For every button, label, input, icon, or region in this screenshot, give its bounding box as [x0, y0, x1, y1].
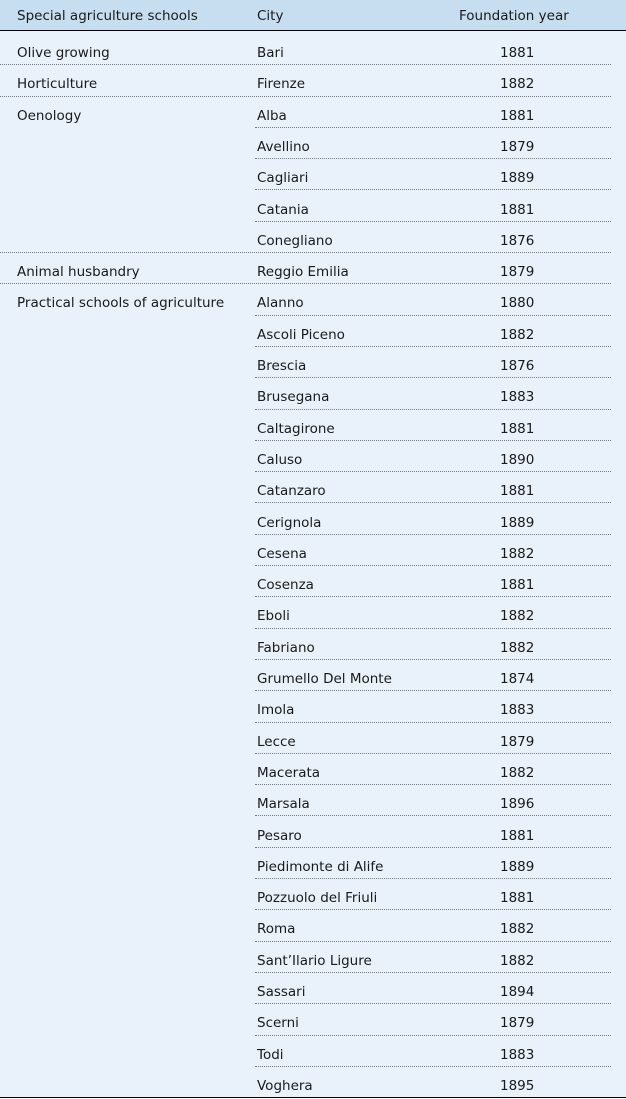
foundation-year-cell: 1879 — [500, 733, 535, 750]
city-cell: Grumello Del Monte — [257, 671, 392, 687]
city-cell: Alba — [257, 107, 287, 124]
table-row — [0, 910, 626, 941]
foundation-year-cell: 1880 — [500, 295, 535, 312]
city-cell: Scerni — [257, 1015, 299, 1032]
table-row — [0, 128, 626, 159]
city-cell: Firenze — [257, 76, 306, 93]
table-row — [0, 691, 626, 722]
city-cell: Cesena — [257, 545, 307, 562]
table-row — [0, 785, 626, 816]
foundation-year-cell: 1890 — [500, 451, 535, 468]
foundation-year-cell: 1889 — [500, 514, 535, 531]
city-cell: Conegliano — [257, 232, 333, 249]
table-row — [0, 1004, 626, 1035]
city-cell: Lecce — [257, 733, 296, 750]
city-cell: Pozzuolo del Friuli — [257, 890, 378, 907]
foundation-year-cell: 1881 — [500, 201, 535, 218]
school-type-cell: Animal husbandry — [17, 264, 140, 281]
city-cell: Brescia — [257, 358, 307, 374]
table-row — [0, 973, 626, 1004]
city-cell: Fabriano — [257, 639, 315, 656]
city-cell: Roma — [257, 921, 296, 938]
table-row — [0, 472, 626, 503]
city-cell: Reggio Emilia — [257, 264, 349, 281]
city-cell: Cosenza — [257, 577, 314, 594]
city-cell: Piedimonte di Alife — [257, 858, 384, 875]
header-city: City — [257, 8, 284, 24]
foundation-year-cell: 1882 — [500, 76, 535, 93]
foundation-year-cell: 1879 — [500, 138, 535, 155]
city-cell: Cagliari — [257, 170, 309, 187]
table-row — [0, 222, 626, 253]
city-cell: Caltagirone — [257, 420, 335, 437]
school-type-cell: Olive growing — [17, 45, 110, 61]
foundation-year-cell: 1895 — [500, 1077, 535, 1094]
foundation-year-cell: 1883 — [500, 389, 535, 406]
table-row — [0, 754, 626, 785]
table-row — [0, 159, 626, 190]
table-row — [0, 253, 626, 284]
table-row — [0, 817, 626, 848]
table-row — [0, 284, 626, 315]
city-cell: Macerata — [257, 764, 321, 781]
foundation-year-cell: 1882 — [500, 952, 535, 969]
table-row — [0, 942, 626, 973]
foundation-year-cell: 1896 — [500, 796, 535, 813]
foundation-year-cell: 1879 — [500, 1015, 535, 1032]
foundation-year-cell: 1889 — [500, 170, 535, 187]
foundation-year-cell: 1883 — [500, 1046, 535, 1063]
foundation-year-cell: 1882 — [500, 545, 535, 562]
city-cell: Alanno — [257, 295, 304, 312]
foundation-year-cell: 1882 — [500, 326, 535, 343]
city-cell: Marsala — [257, 796, 310, 813]
foundation-year-cell: 1889 — [500, 858, 535, 875]
school-type-cell: Horticulture — [17, 76, 98, 93]
city-cell: Todi — [257, 1046, 284, 1063]
table-row — [0, 378, 626, 409]
foundation-year-cell: 1894 — [500, 984, 535, 1000]
foundation-year-cell: 1881 — [500, 107, 535, 124]
city-cell: Bari — [257, 45, 284, 61]
city-cell: Caluso — [257, 451, 303, 468]
foundation-year-cell: 1874 — [500, 671, 535, 687]
city-cell: Eboli — [257, 608, 290, 625]
city-cell: Sant’Ilario Ligure — [257, 952, 372, 969]
header-foundation-year: Foundation year — [459, 8, 569, 24]
foundation-year-cell: 1883 — [500, 702, 535, 719]
city-cell: Brusegana — [257, 389, 330, 406]
foundation-year-cell: 1881 — [500, 890, 535, 907]
city-cell: Cerignola — [257, 514, 322, 531]
table-row — [0, 629, 626, 660]
city-cell: Sassari — [257, 984, 306, 1000]
foundation-year-cell: 1881 — [500, 483, 535, 500]
school-type-cell: Oenology — [17, 107, 82, 124]
city-cell: Ascoli Piceno — [257, 326, 345, 343]
city-cell: Catanzaro — [257, 483, 326, 500]
table-row — [0, 316, 626, 347]
table-row — [0, 504, 626, 535]
table-row — [0, 566, 626, 597]
foundation-year-cell: 1876 — [500, 358, 535, 374]
foundation-year-cell: 1881 — [500, 420, 535, 437]
foundation-year-cell: 1882 — [500, 764, 535, 781]
foundation-year-cell: 1882 — [500, 921, 535, 938]
table-row — [0, 34, 626, 65]
city-cell: Imola — [257, 702, 295, 719]
table-row — [0, 65, 626, 96]
foundation-year-cell: 1881 — [500, 577, 535, 594]
table-row — [0, 441, 626, 472]
city-cell: Catania — [257, 201, 309, 218]
school-type-cell: Practical schools of agriculture — [17, 295, 225, 312]
table-row — [0, 191, 626, 222]
header-school: Special agriculture schools — [17, 8, 198, 24]
table-row — [0, 535, 626, 566]
table-row — [0, 410, 626, 441]
city-cell: Pesaro — [257, 827, 302, 844]
table-row — [0, 597, 626, 628]
table-row — [0, 660, 626, 691]
table-header — [0, 0, 626, 31]
foundation-year-cell: 1881 — [500, 827, 535, 844]
foundation-year-cell: 1876 — [500, 232, 535, 249]
foundation-year-cell: 1881 — [500, 45, 535, 61]
table-row — [0, 1067, 626, 1098]
foundation-year-cell: 1879 — [500, 264, 535, 281]
foundation-year-cell: 1882 — [500, 608, 535, 625]
table-row — [0, 723, 626, 754]
city-cell: Voghera — [257, 1077, 313, 1094]
city-cell: Avellino — [257, 138, 310, 155]
table-row — [0, 347, 626, 378]
table-row — [0, 848, 626, 879]
table-row — [0, 879, 626, 910]
table-row — [0, 1036, 626, 1067]
table-row — [0, 97, 626, 128]
foundation-year-cell: 1882 — [500, 639, 535, 656]
